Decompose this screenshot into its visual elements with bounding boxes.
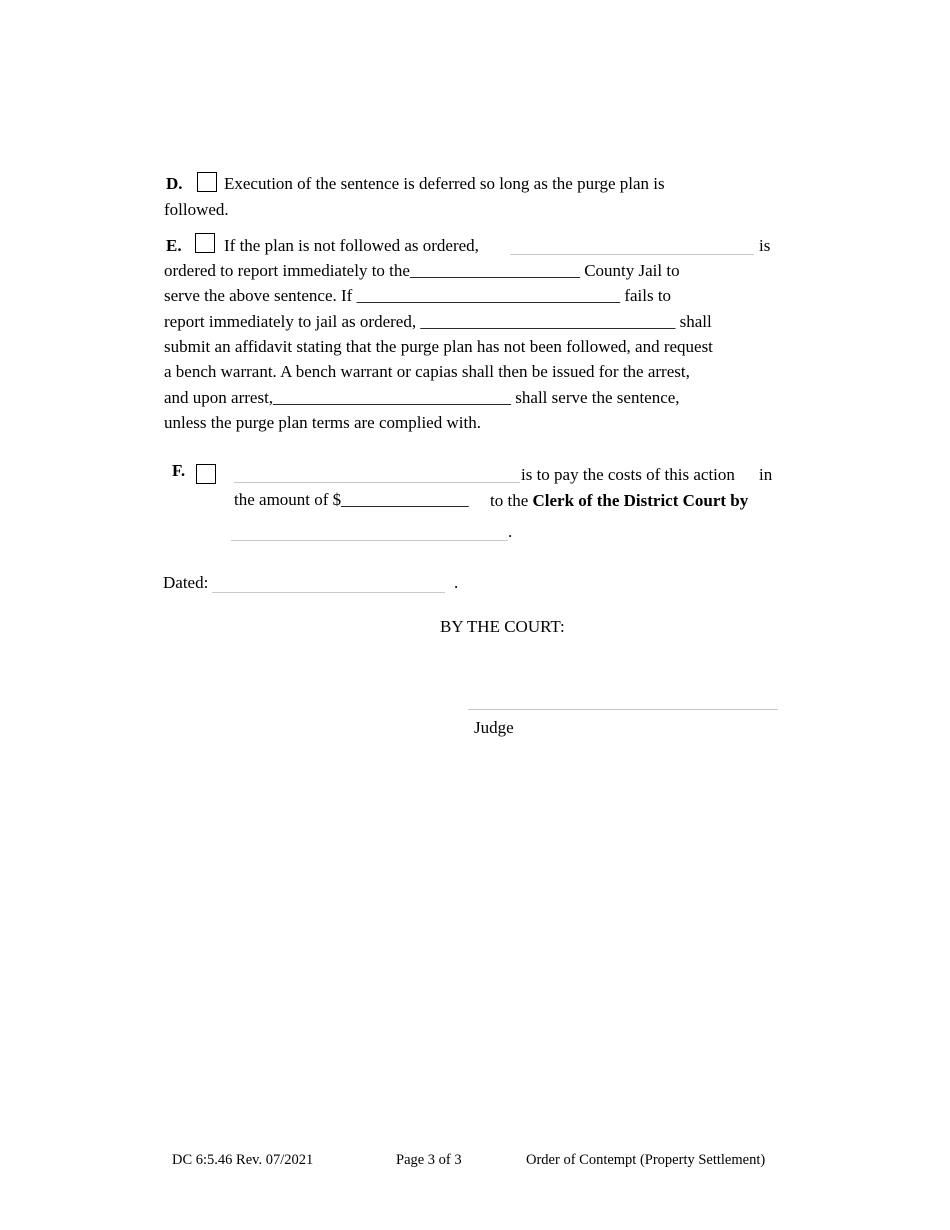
section-f-text-line2 [490,491,748,511]
section-d-label: D. [166,174,183,193]
dated-field[interactable] [212,592,445,593]
by-the-court-heading: BY THE COURT: [440,617,565,636]
judge-signature-line[interactable] [468,709,778,710]
section-f-text-line1b: in [759,465,773,484]
judge-label: Judge [474,718,514,737]
clerk-text: Clerk of the District Court by [532,491,749,510]
section-e-checkbox[interactable] [195,233,215,253]
section-e-text-line4: report immediately to jail as ordered, ______________________________ shall [164,312,712,331]
section-f-period: . [508,522,513,541]
footer-form-id: DC 6:5.46 Rev. 07/2021 [172,1152,314,1168]
section-e-text-line2: ordered to report immediately to the____________________ County Jail to [164,261,680,280]
section-e-text-line5: submit an affidavit stating that the purge plan has not been followed, and request [164,337,713,356]
section-f-text-line1a: is to pay the costs of this action [521,465,735,484]
section-d-checkbox[interactable] [197,172,217,192]
section-e-text-line3: serve the above sentence. If _______________________________ fails to [164,286,672,305]
section-e-text-line7: and upon arrest,____________________________ shall serve the sentence, [164,388,680,407]
section-f-checkbox[interactable] [196,464,216,484]
section-e-text-line6: a bench warrant. A bench warrant or capias shall then be issued for the arrest, [164,362,690,381]
section-e-text-line1a: If the plan is not followed as ordered, [224,236,479,255]
payment-date-field[interactable] [231,540,508,541]
section-d-text-line2: followed. [164,200,229,219]
section-f-to-the: to the [490,491,533,510]
section-e-text-line8: unless the purge plan terms are complied with. [164,413,481,432]
footer-title: Order of Contempt (Property Settlement) [526,1152,766,1168]
dated-label: Dated: [163,573,209,592]
section-e-text-line1b: is [759,236,771,255]
dated-period: . [454,573,459,592]
costs-payer-field[interactable] [234,482,520,483]
footer-page-number: Page 3 of 3 [396,1152,462,1168]
party-name-field[interactable] [510,254,754,255]
section-f-label: F. [172,461,186,480]
section-d-text-line1: Execution of the sentence is deferred so long as the purge plan is [224,174,665,193]
section-e-label: E. [166,236,182,255]
section-f-amount-text: the amount of $_______________ [234,490,469,509]
